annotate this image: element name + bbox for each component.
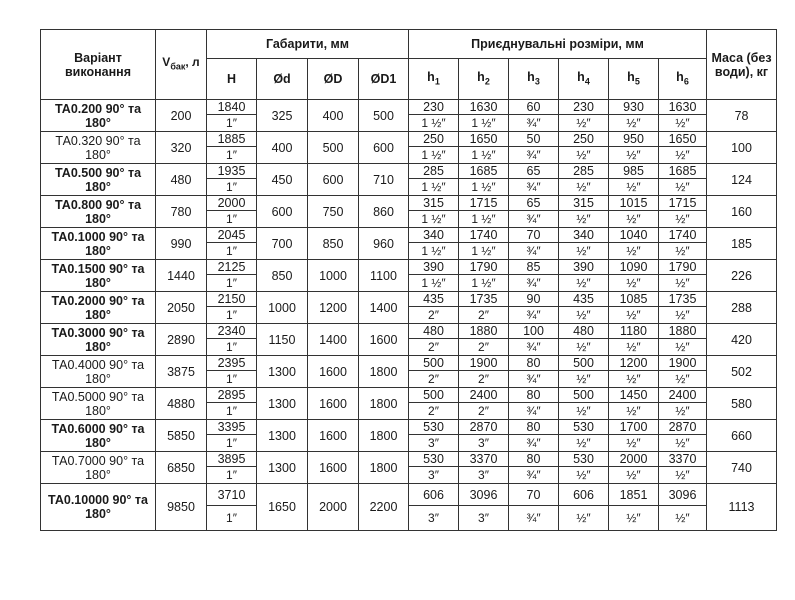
row-h2-thread: 1 ½″ [459,115,509,132]
row-h1-thread: 1 ½″ [409,243,459,260]
row-h2-thread: 1 ½″ [459,179,509,196]
row-h2-size: 2870 [459,420,509,435]
row-variant: ТА0.7000 90° та 180° [41,452,156,484]
row-variant: ТА0.6000 90° та 180° [41,420,156,452]
header-dimensions: Габарити, мм [207,30,409,59]
row-diameter-D1: 500 [359,100,409,132]
row-height: 2340 [207,324,257,339]
header-mass: Маса (без води), кг [707,30,777,100]
row-h3-thread: ¾″ [509,506,559,531]
row-h2-size: 1790 [459,260,509,275]
row-h5-thread: ½″ [609,467,659,484]
row-h6-size: 1790 [659,260,707,275]
row-h4-thread: ½″ [559,403,609,420]
header-d: Ød [257,59,308,100]
row-h4-size: 390 [559,260,609,275]
header-volume: $V_{бак}$, л [156,30,207,100]
row-h5-thread: ½″ [609,339,659,356]
row-h1-size: 285 [409,164,459,179]
row-h1-thread: 2″ [409,371,459,388]
row-diameter-D1: 1100 [359,260,409,292]
row-diameter-d: 600 [257,196,308,228]
row-h3-size: 80 [509,420,559,435]
row-mass: 502 [707,356,777,388]
row-h2-size: 1715 [459,196,509,211]
row-h2-thread: 2″ [459,307,509,324]
row-variant: ТА0.10000 90° та 180° [41,484,156,531]
row-diameter-D: 600 [308,164,359,196]
row-diameter-d: 850 [257,260,308,292]
row-height-thread: 1″ [207,506,257,531]
row-mass: 100 [707,132,777,164]
row-height-thread: 1″ [207,211,257,228]
row-h6-size: 2400 [659,388,707,403]
row-h5-size: 950 [609,132,659,147]
row-height-thread: 1″ [207,467,257,484]
specifications-table [40,29,777,531]
row-variant: ТА0.3000 90° та 180° [41,324,156,356]
row-volume: 4880 [156,388,207,420]
row-h6-size: 3096 [659,484,707,506]
header-h1: $h_1$ [409,59,459,100]
row-h2-size: 1740 [459,228,509,243]
row-height: 1840 [207,100,257,115]
row-diameter-D1: 2200 [359,484,409,531]
row-volume: 320 [156,132,207,164]
row-height-thread: 1″ [207,339,257,356]
row-variant: ТА0.320 90° та 180° [41,132,156,164]
row-diameter-D1: 1800 [359,420,409,452]
row-diameter-D1: 710 [359,164,409,196]
row-h2-thread: 2″ [459,339,509,356]
row-h6-thread: ½″ [659,506,707,531]
row-h4-size: 530 [559,452,609,467]
row-h4-thread: ½″ [559,275,609,292]
row-h6-size: 1735 [659,292,707,307]
row-diameter-D: 1600 [308,356,359,388]
row-diameter-D: 1600 [308,388,359,420]
row-h6-thread: ½″ [659,403,707,420]
row-diameter-D: 750 [308,196,359,228]
row-h4-size: 606 [559,484,609,506]
row-h1-size: 530 [409,420,459,435]
row-h5-size: 1090 [609,260,659,275]
row-h2-thread: 2″ [459,371,509,388]
row-h1-thread: 2″ [409,307,459,324]
row-diameter-D1: 1600 [359,324,409,356]
row-h3-thread: ¾″ [509,467,559,484]
row-diameter-D1: 1400 [359,292,409,324]
row-h5-thread: ½″ [609,371,659,388]
row-h1-size: 606 [409,484,459,506]
row-h3-thread: ¾″ [509,115,559,132]
row-diameter-D1: 860 [359,196,409,228]
row-h3-size: 85 [509,260,559,275]
row-h5-size: 985 [609,164,659,179]
row-diameter-D1: 1800 [359,452,409,484]
row-height: 3395 [207,420,257,435]
row-h1-thread: 3″ [409,467,459,484]
row-height: 2395 [207,356,257,371]
row-h5-thread: ½″ [609,179,659,196]
row-h2-size: 2400 [459,388,509,403]
row-diameter-D: 1400 [308,324,359,356]
row-mass: 420 [707,324,777,356]
row-mass: 660 [707,420,777,452]
row-variant: ТА0.200 90° та 180° [41,100,156,132]
row-h6-size: 1650 [659,132,707,147]
row-h5-size: 1450 [609,388,659,403]
row-diameter-d: 400 [257,132,308,164]
row-h4-thread: ½″ [559,115,609,132]
row-volume: 480 [156,164,207,196]
row-diameter-d: 450 [257,164,308,196]
header-h3: $h_3$ [509,59,559,100]
row-height-thread: 1″ [207,115,257,132]
row-h4-thread: ½″ [559,371,609,388]
row-h3-size: 70 [509,228,559,243]
row-h4-thread: ½″ [559,179,609,196]
row-h2-thread: 1 ½″ [459,211,509,228]
row-h5-size: 1200 [609,356,659,371]
row-h3-thread: ¾″ [509,179,559,196]
row-h6-thread: ½″ [659,211,707,228]
row-h3-size: 80 [509,356,559,371]
row-h6-size: 1740 [659,228,707,243]
row-volume: 990 [156,228,207,260]
row-h5-size: 1085 [609,292,659,307]
row-variant: ТА0.1500 90° та 180° [41,260,156,292]
row-h4-thread: ½″ [559,506,609,531]
row-h4-thread: ½″ [559,307,609,324]
row-h1-size: 390 [409,260,459,275]
row-h1-thread: 1 ½″ [409,115,459,132]
row-height: 3895 [207,452,257,467]
row-diameter-d: 1300 [257,356,308,388]
row-h1-size: 500 [409,388,459,403]
row-h5-size: 1851 [609,484,659,506]
row-mass: 160 [707,196,777,228]
row-h3-size: 50 [509,132,559,147]
row-height: 2045 [207,228,257,243]
header-D1: ØD1 [359,59,409,100]
row-height: 2125 [207,260,257,275]
row-h6-thread: ½″ [659,307,707,324]
row-h3-thread: ¾″ [509,147,559,164]
row-diameter-d: 325 [257,100,308,132]
row-h5-size: 1700 [609,420,659,435]
header-variant: Варіант виконання [41,30,156,100]
row-h2-size: 1685 [459,164,509,179]
row-h5-size: 1180 [609,324,659,339]
row-diameter-D: 1000 [308,260,359,292]
row-h6-thread: ½″ [659,179,707,196]
row-diameter-D: 1200 [308,292,359,324]
row-h1-thread: 2″ [409,339,459,356]
row-diameter-D1: 960 [359,228,409,260]
row-h5-thread: ½″ [609,115,659,132]
row-h6-thread: ½″ [659,467,707,484]
row-volume: 200 [156,100,207,132]
row-diameter-D: 1600 [308,452,359,484]
row-mass: 288 [707,292,777,324]
row-h1-thread: 1 ½″ [409,211,459,228]
row-h6-size: 3370 [659,452,707,467]
row-h4-size: 530 [559,420,609,435]
row-h2-size: 3370 [459,452,509,467]
row-h4-size: 285 [559,164,609,179]
row-volume: 3875 [156,356,207,388]
row-height: 3710 [207,484,257,506]
row-diameter-d: 700 [257,228,308,260]
row-h6-size: 1715 [659,196,707,211]
row-h3-size: 70 [509,484,559,506]
row-variant: ТА0.2000 90° та 180° [41,292,156,324]
row-h1-thread: 1 ½″ [409,147,459,164]
row-diameter-d: 1300 [257,452,308,484]
header-h6: $h_6$ [659,59,707,100]
row-volume: 6850 [156,452,207,484]
row-volume: 9850 [156,484,207,531]
row-h5-size: 1015 [609,196,659,211]
row-h1-size: 250 [409,132,459,147]
row-h6-size: 1880 [659,324,707,339]
row-h1-thread: 1 ½″ [409,179,459,196]
row-h3-size: 90 [509,292,559,307]
row-h4-size: 435 [559,292,609,307]
row-height-thread: 1″ [207,403,257,420]
row-h3-thread: ¾″ [509,339,559,356]
row-mass: 78 [707,100,777,132]
row-h5-thread: ½″ [609,307,659,324]
row-height: 2000 [207,196,257,211]
row-h1-size: 530 [409,452,459,467]
row-h5-thread: ½″ [609,403,659,420]
row-h1-size: 480 [409,324,459,339]
row-h6-thread: ½″ [659,371,707,388]
header-connections: Приєднувальні розміри, мм [409,30,707,59]
row-diameter-D: 500 [308,132,359,164]
row-h4-thread: ½″ [559,211,609,228]
row-mass: 124 [707,164,777,196]
row-h3-size: 80 [509,452,559,467]
row-h6-size: 1630 [659,100,707,115]
row-volume: 780 [156,196,207,228]
row-h3-size: 65 [509,164,559,179]
row-h5-thread: ½″ [609,506,659,531]
row-h6-thread: ½″ [659,275,707,292]
row-h4-thread: ½″ [559,339,609,356]
row-h2-thread: 2″ [459,403,509,420]
row-h1-size: 340 [409,228,459,243]
row-h2-thread: 1 ½″ [459,243,509,260]
row-h4-size: 230 [559,100,609,115]
row-h4-thread: ½″ [559,467,609,484]
row-h3-size: 65 [509,196,559,211]
row-h2-size: 1630 [459,100,509,115]
row-h1-size: 230 [409,100,459,115]
row-h5-thread: ½″ [609,435,659,452]
row-diameter-d: 1650 [257,484,308,531]
row-h5-size: 2000 [609,452,659,467]
row-volume: 1440 [156,260,207,292]
row-mass: 740 [707,452,777,484]
row-diameter-d: 1300 [257,420,308,452]
row-diameter-D: 2000 [308,484,359,531]
row-h4-size: 500 [559,388,609,403]
row-h4-thread: ½″ [559,435,609,452]
row-h6-thread: ½″ [659,115,707,132]
row-diameter-D: 850 [308,228,359,260]
row-h2-thread: 3″ [459,467,509,484]
row-diameter-D: 400 [308,100,359,132]
row-h2-size: 1650 [459,132,509,147]
row-h4-size: 250 [559,132,609,147]
row-h3-thread: ¾″ [509,211,559,228]
row-diameter-D1: 1800 [359,388,409,420]
row-h2-thread: 1 ½″ [459,147,509,164]
row-h2-size: 1900 [459,356,509,371]
row-mass: 185 [707,228,777,260]
row-h6-thread: ½″ [659,339,707,356]
row-h5-size: 1040 [609,228,659,243]
row-h5-thread: ½″ [609,243,659,260]
row-height-thread: 1″ [207,435,257,452]
row-height: 2895 [207,388,257,403]
row-height-thread: 1″ [207,275,257,292]
row-height: 1885 [207,132,257,147]
row-variant: ТА0.1000 90° та 180° [41,228,156,260]
row-h4-thread: ½″ [559,243,609,260]
row-h6-thread: ½″ [659,243,707,260]
row-h6-size: 1900 [659,356,707,371]
row-mass: 1113 [707,484,777,531]
row-h5-thread: ½″ [609,147,659,164]
row-height-thread: 1″ [207,243,257,260]
row-h4-size: 480 [559,324,609,339]
row-h2-thread: 1 ½″ [459,275,509,292]
row-h4-size: 315 [559,196,609,211]
header-H: H [207,59,257,100]
row-h1-size: 435 [409,292,459,307]
row-diameter-d: 1000 [257,292,308,324]
row-h6-thread: ½″ [659,435,707,452]
row-h3-thread: ¾″ [509,243,559,260]
row-h3-thread: ¾″ [509,403,559,420]
row-height-thread: 1″ [207,147,257,164]
row-h4-thread: ½″ [559,147,609,164]
row-h3-thread: ¾″ [509,275,559,292]
row-h6-thread: ½″ [659,147,707,164]
row-h1-thread: 1 ½″ [409,275,459,292]
row-h3-size: 100 [509,324,559,339]
row-variant: ТА0.4000 90° та 180° [41,356,156,388]
row-height-thread: 1″ [207,371,257,388]
row-diameter-D1: 1800 [359,356,409,388]
row-mass: 226 [707,260,777,292]
row-h3-thread: ¾″ [509,307,559,324]
row-height-thread: 1″ [207,307,257,324]
row-volume: 2050 [156,292,207,324]
row-h3-size: 80 [509,388,559,403]
row-h2-size: 3096 [459,484,509,506]
row-h2-thread: 3″ [459,435,509,452]
header-h5: $h_5$ [609,59,659,100]
row-variant: ТА0.5000 90° та 180° [41,388,156,420]
row-height-thread: 1″ [207,179,257,196]
row-h3-size: 60 [509,100,559,115]
header-h2: $h_2$ [459,59,509,100]
header-h4: $h_4$ [559,59,609,100]
row-h1-thread: 2″ [409,403,459,420]
row-volume: 5850 [156,420,207,452]
row-h5-size: 930 [609,100,659,115]
row-h2-thread: 3″ [459,506,509,531]
row-variant: ТА0.800 90° та 180° [41,196,156,228]
row-h3-thread: ¾″ [509,435,559,452]
row-height: 2150 [207,292,257,307]
row-h3-thread: ¾″ [509,371,559,388]
row-diameter-d: 1300 [257,388,308,420]
row-mass: 580 [707,388,777,420]
row-h2-size: 1735 [459,292,509,307]
row-diameter-D1: 600 [359,132,409,164]
header-D: ØD [308,59,359,100]
row-h4-size: 340 [559,228,609,243]
row-h6-size: 2870 [659,420,707,435]
row-variant: ТА0.500 90° та 180° [41,164,156,196]
row-h1-thread: 3″ [409,506,459,531]
row-h5-thread: ½″ [609,211,659,228]
row-h1-thread: 3″ [409,435,459,452]
row-height: 1935 [207,164,257,179]
row-h1-size: 315 [409,196,459,211]
row-diameter-D: 1600 [308,420,359,452]
row-h5-thread: ½″ [609,275,659,292]
row-h6-size: 1685 [659,164,707,179]
row-volume: 2890 [156,324,207,356]
row-h1-size: 500 [409,356,459,371]
row-diameter-d: 1150 [257,324,308,356]
row-h2-size: 1880 [459,324,509,339]
row-h4-size: 500 [559,356,609,371]
